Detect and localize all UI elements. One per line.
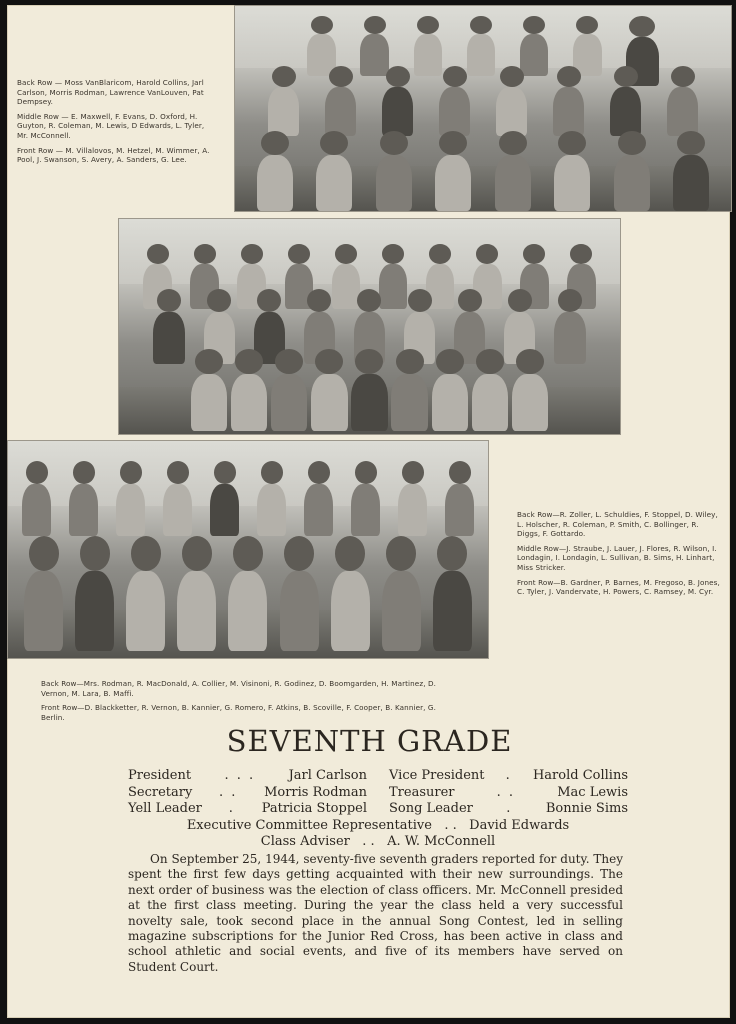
officer-adviser: Class Adviser . . A. W. McConnell: [260, 834, 496, 849]
yearbook-page: [7, 5, 730, 1018]
class-photo-middle: [119, 219, 620, 434]
caption-bottom: [41, 679, 441, 727]
caption-middle-back-row: Back Row—R. Zoller, L. Schuldies, F. Stoppel, D. Wiley, L. Holscher, R. Coleman, P. Smith, C. Bollinger, R. Diggs, F. Gottardo.: [517, 510, 718, 539]
officer-yell-leader: Yell Leader . Patricia Stoppel: [128, 801, 367, 816]
officer-vice-president: Vice President . Harold Collins: [389, 768, 628, 783]
caption-middle-middle-row: Middle Row—J. Straube, J. Lauer, J. Flores, R. Wilson, I. Londagin, I. Londagin, L. Sullivan, B. Sims, H. Linhart, Miss Stricker.: [517, 543, 717, 572]
caption-top: [17, 78, 217, 170]
class-photo-bottom: [8, 441, 488, 658]
officer-treasurer: Treasurer . . Mac Lewis: [389, 784, 628, 800]
officer-secretary: Secretary . . Morris Rodman: [128, 784, 367, 800]
page-title: SEVENTH GRADE: [226, 724, 513, 758]
officer-list: [128, 768, 628, 851]
class-history-text: [128, 852, 623, 975]
officer-exec-rep: Executive Committee Representative . . David Edwards: [186, 817, 570, 833]
caption-bottom-back-row: Back Row—Mrs. Rodman, R. MacDonald, A. Collier, M. Visinoni, R. Godinez, D. Boomgarden, H. Martinez, D. Vernon, M. Lara, B. Maffi.: [41, 679, 436, 698]
caption-middle: [517, 510, 723, 602]
caption-middle-front-row: Front Row—B. Gardner, P. Barnes, M. Fregoso, B. Jones, C. Tyler, J. Vandervate, H. Powers, C. Ramsey, M. Cyr.: [517, 577, 720, 597]
class-history-paragraph: On September 25, 1944, seventy-five seventh graders reported for duty. They spent the first few days getting acquainted with their new surroundings. The next order of business was the election of class officers. Mr. McConnell presided at the first class meeting. During the year the class held a very successful novelty sale, took second place in the annual Song Contest, led in selling magazine subscriptions for the Junior Red Cross, has been active in class and school athletic and social events, and five of its members have served on Student Court.: [128, 852, 623, 974]
class-photo-top: [235, 6, 731, 211]
officer-president: President . . . Jarl Carlson: [128, 768, 367, 783]
officer-song-leader: Song Leader . Bonnie Sims: [389, 801, 628, 816]
caption-bottom-front-row: Front Row—D. Blackketter, R. Vernon, B. Kannier, G. Romero, F. Atkins, B. Scoville, F. Cooper, B. Kannier, G. Berlin.: [41, 703, 436, 722]
caption-top-back-row: Back Row — Moss VanBlaricom, Harold Collins, Jarl Carlson, Morris Rodman, Lawrence VanLouven, Pat Dempsey.: [17, 78, 204, 107]
caption-top-front-row: Front Row — M. Villalovos, M. Hetzel, M. Wimmer, A. Pool, J. Swanson, S. Avery, A. Sanders, G. Lee.: [17, 145, 210, 165]
caption-top-middle-row: Middle Row — E. Maxwell, F. Evans, D. Oxford, H. Guyton, R. Coleman, M. Lewis, D Edwards, L. Tyler, Mr. McConnell.: [17, 111, 205, 140]
